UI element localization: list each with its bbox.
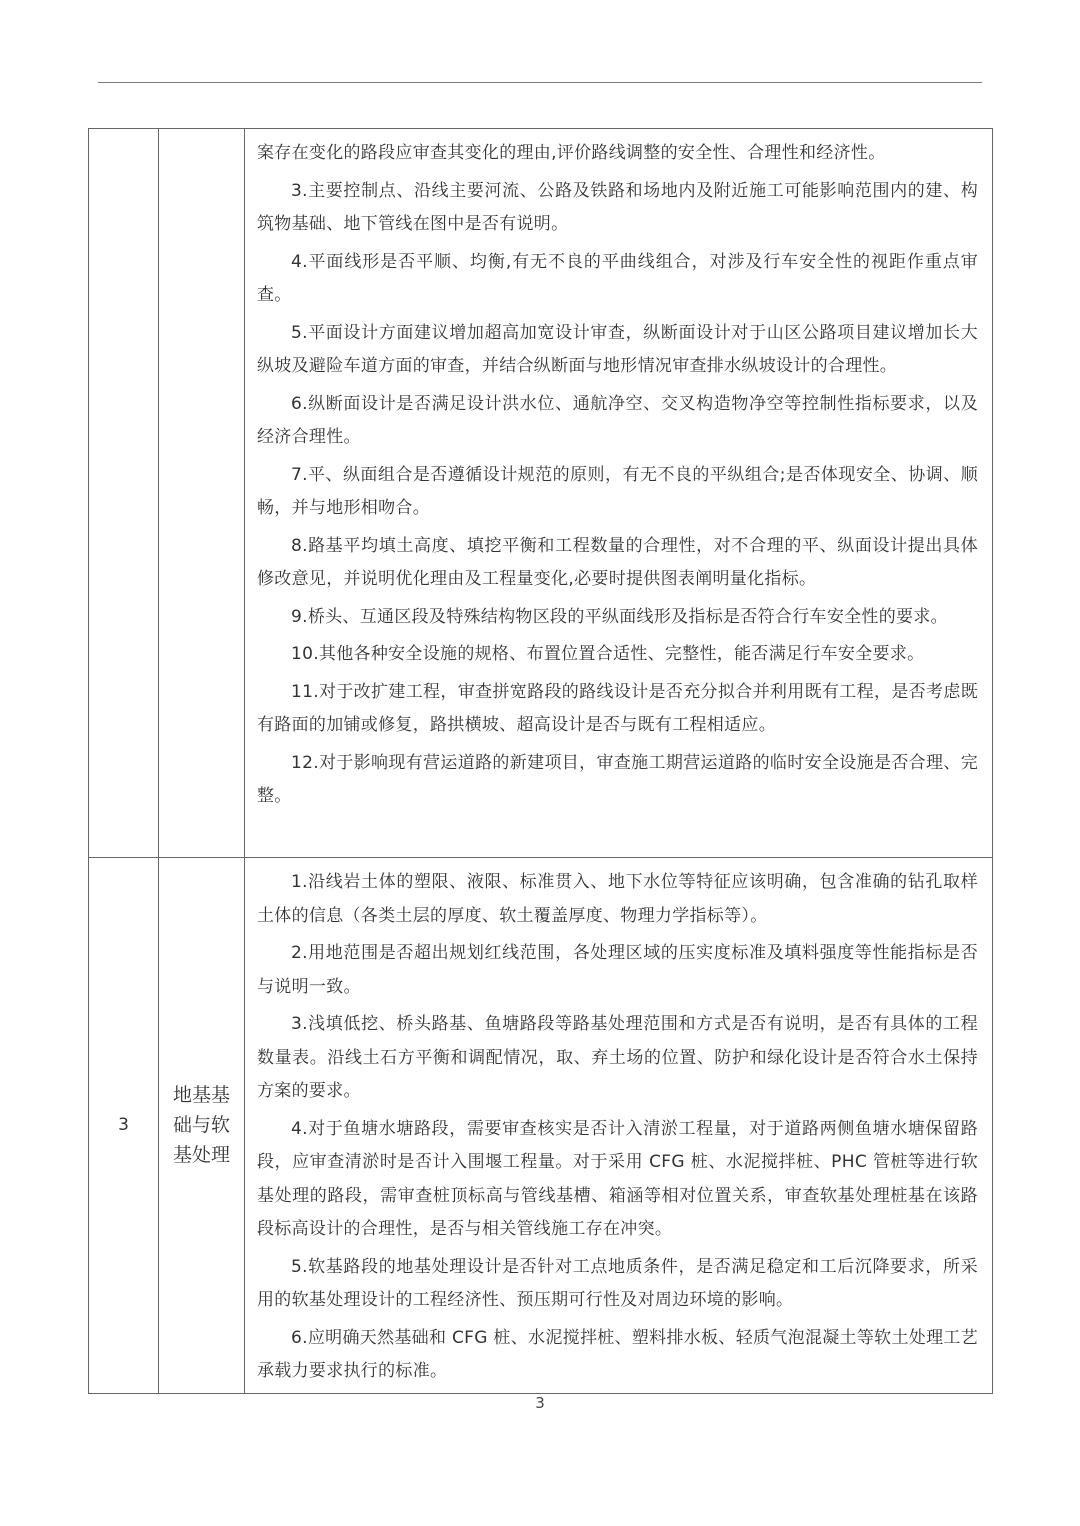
review-content-cell [245,858,993,1394]
review-content-cell [245,129,993,858]
content-paragraph: 6.应明确天然基础和 CFG 桩、水泥搅拌桩、塑料排水板、轻质气泡混凝土等软土处理工艺承载力要求执行的标准。 [257,1327,978,1381]
content-paragraph: 4.对于鱼塘水塘路段，需要审查核实是否计入清淤工程量，对于道路两侧鱼塘水塘保留路段，应审查清淤时是否计入围堰工程量。对于采用 CFG 桩、水泥搅拌桩、PHC 管桩等进行软基处理的路段，需审查桩顶标高与管线基槽、箱涵等相对位置关系，审查软基处理桩基在该路段标高设计的合理性，是否与相关管线施工存在冲突。 [257,1118,978,1239]
content-paragraph: 11.对于改扩建工程，审查拼宽路段的路线设计是否充分拟合并利用既有工程，是否考虑既有路面的加铺或修复，路拱横坡、超高设计是否与既有工程相适应。 [257,681,978,735]
content-paragraph: 案存在变化的路段应审查其变化的理由,评价路线调整的安全性、合理性和经济性。 [257,143,886,163]
review-item-cell [159,858,245,1394]
content-paragraph: 1.沿线岩土体的塑限、液限、标准贯入、地下水位等特征应该明确，包含准确的钻孔取样土体的信息（各类土层的厚度、软土覆盖厚度、物理力学指标等）。 [257,872,978,926]
content-paragraph: 4.平面线形是否平顺、均衡,有无不良的平曲线组合，对涉及行车安全性的视距作重点审查。 [257,251,978,305]
review-item-label: 地基基础与软基处理 [172,1084,230,1167]
content-paragraph: 12.对于影响现有营运道路的新建项目，审查施工期营运道路的临时安全设施是否合理、完整。 [257,752,978,806]
table-row [89,129,993,858]
content-paragraph: 3.主要控制点、沿线主要河流、公路及铁路和场地内及附近施工可能影响范围内的建、构筑物基础、地下管线在图中是否有说明。 [257,180,978,234]
content-paragraph: 5.平面设计方面建议增加超高加宽设计审查，纵断面设计对于山区公路项目建议增加长大纵坡及避险车道方面的审查，并结合纵断面与地形情况审查排水纵坡设计的合理性。 [257,322,978,376]
content-paragraph: 9.桥头、互通区段及特殊结构物区段的平纵面线形及指标是否符合行车安全性的要求。 [291,606,948,627]
row-number-cell [89,129,159,858]
review-table [88,128,993,1394]
content-paragraph: 3.浅填低挖、桥头路基、鱼塘路段等路基处理范围和方式是否有说明，是否有具体的工程数量表。沿线土石方平衡和调配情况，取、弃土场的位置、防护和绿化设计是否符合水土保持方案的要求。 [257,1014,978,1101]
page-number: 3 [535,1394,545,1412]
content-paragraph: 7.平、纵面组合是否遵循设计规范的原则，有无不良的平纵组合;是否体现安全、协调、顺畅，并与地形相吻合。 [257,464,978,518]
content-paragraph: 2.用地范围是否超出规划红线范围，各处理区域的压实度标准及填料强度等性能指标是否与说明一致。 [257,943,978,997]
content-paragraph: 5.软基路段的地基处理设计是否针对工点地质条件，是否满足稳定和工后沉降要求，所采用的软基处理设计的工程经济性、预压期可行性及对周边环境的影响。 [257,1256,978,1310]
row-number-cell: 3 [89,858,159,1394]
table-row [89,858,993,1394]
review-item-cell [159,129,245,858]
content-paragraph: 6.纵断面设计是否满足设计洪水位、通航净空、交叉构造物净空等控制性指标要求，以及经济合理性。 [257,393,978,447]
content-paragraph: 10.其他各种安全设施的规格、布置位置合适性、完整性，能否满足行车安全要求。 [291,644,925,664]
header-rule [98,82,982,83]
content-paragraph: 8.路基平均填土高度、填挖平衡和工程数量的合理性，对不合理的平、纵面设计提出具体修改意见，并说明优化理由及工程量变化,必要时提供图表阐明量化指标。 [257,535,978,589]
